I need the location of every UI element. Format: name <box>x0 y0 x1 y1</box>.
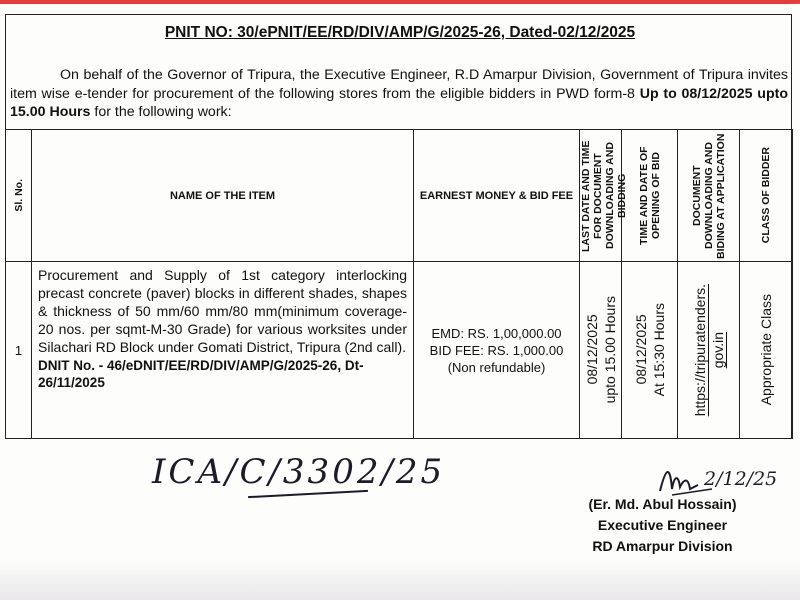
pnit-title: PNIT NO: 30/ePNIT/EE/RD/DIV/AMP/G/2025-26, Dated-02/12/2025 <box>164 24 636 41</box>
table-row <box>6 262 793 439</box>
intro-tail: for the following work: <box>90 104 232 120</box>
opening-date: 08/12/2025 <box>632 314 649 386</box>
row-emd <box>414 262 580 439</box>
signatory-designation: Executive Engineer <box>597 517 728 533</box>
header-item-name: NAME OF THE ITEM <box>32 130 414 262</box>
item-description: Procurement and Supply of 1st category interlocking precast concrete (paver) blocks in different shades, shapes & thickness of 50 mm/60 mm/80 mm(minimum coverage-20 nos. per sqmt-M-30 Grade) for various worksites under Silachari RD Block under Gomati District, Tripura (2nd call). <box>38 267 407 355</box>
portal-link[interactable]: https://tripuratenders. <box>691 283 708 417</box>
header-emd: EARNEST MONEY & BID FEE <box>414 130 580 262</box>
row-last-date <box>580 262 622 439</box>
signature-date: 2/12/25 <box>704 468 778 490</box>
header-portal: DOCUMENT DOWNLOADING AND BIDING AT APPLICATION <box>678 130 740 262</box>
dnit-number: DNIT No. - 46/eDNIT/EE/RD/DIV/AMP/G/2025-26, Dt-26/11/2025 <box>38 358 364 390</box>
header-sl-no: Sl. No. <box>6 130 32 262</box>
intro-lead: On behalf of the Governor of Tripura, the Executive Engineer, R.D Amarpur Division, Government of Tripura invites item wise e-tender for procurement of the following stores from the eligible bidders in PWD form-8 <box>10 67 788 102</box>
row-opening <box>622 262 678 439</box>
header-last-date: LAST DATE AND TIME FOR DOCUMENT DOWNLOADING AND BIDDING <box>580 130 622 262</box>
bid-fee-amount: BID FEE: RS. 1,000.00 <box>429 342 564 358</box>
row-class <box>740 262 793 439</box>
bid-fee-note: (Non refundable) <box>447 359 546 375</box>
header-opening: TIME AND DATE OF OPENING OF BID <box>622 130 678 262</box>
last-date: 08/12/2025 <box>583 314 600 386</box>
handwritten-diary-number: ICA/C/3302/25 <box>152 452 446 492</box>
row-sl-no: 1 <box>6 262 32 439</box>
signatory-office: RD Amarpur Division <box>592 538 733 554</box>
row-item <box>32 262 414 439</box>
last-time: upto 15.00 Hours <box>601 296 618 404</box>
signatory-name: (Er. Md. Abul Hossain) <box>588 496 737 512</box>
bidder-class: Appropriate Class <box>758 294 774 406</box>
bid-deadline: Up to 08/12/2025 upto 15.00 Hours <box>10 85 789 120</box>
emd-amount: EMD: RS. 1,00,000.00 <box>431 325 562 341</box>
document-sheet <box>0 4 800 600</box>
portal-link-domain[interactable]: gov.in <box>709 331 726 369</box>
tender-table <box>5 129 793 439</box>
opening-time: At 15:30 Hours <box>650 303 667 397</box>
header-class: CLASS OF BIDDER <box>740 130 793 262</box>
page-bottom-shadow <box>0 560 800 600</box>
row-portal <box>678 262 740 439</box>
table-header-row <box>6 130 793 262</box>
intro-paragraph <box>10 66 788 122</box>
